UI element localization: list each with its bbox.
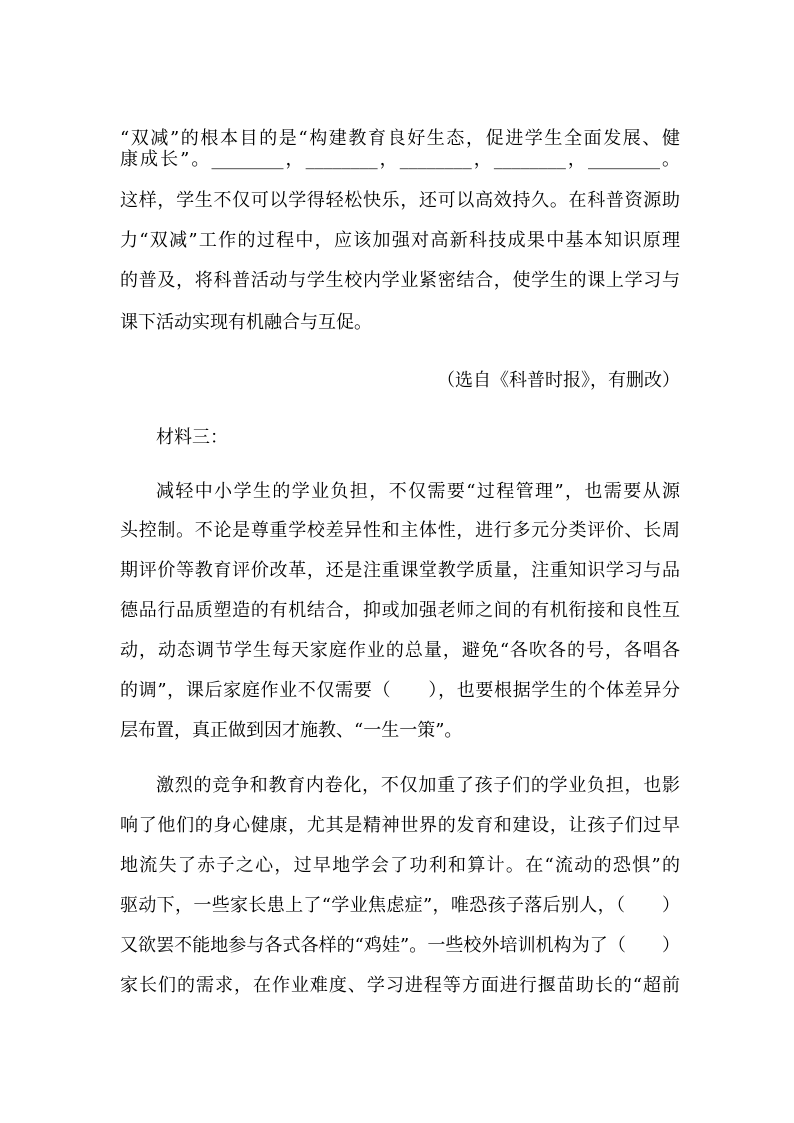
text-line: “双减”的根本目的是“构建教育良好生态，促进学生全面发展、健 [120,128,680,149]
source-citation: （选自《科普时报》，有删改） [437,370,680,391]
text-line: 康成长”。________，________，________，________，________。 [120,149,680,170]
text-line: 这样，学生不仅可以学得轻松快乐，还可以高效持久。在科普资源助 [120,190,680,211]
text-line: 德品行品质塑造的有机结合，抑或加强老师之间的有机衔接和良性互 [120,600,680,621]
section-heading: 材料三： [156,427,228,448]
text-line: 响了他们的身心健康，尤其是精神世界的发育和建设，让孩子们过早 [120,815,680,836]
text-line: 头控制。不论是尊重学校差异性和主体性，进行多元分类评价、长周 [120,520,680,541]
text-line: 层布置，真正做到因才施教、“一生一策”。 [120,720,463,741]
text-line: 驱动下，一些家长患上了“学业焦虑症”，唯恐孩子落后别人，（ ） [120,895,680,916]
text-line: 动，动态调节学生每天家庭作业的总量，避免“各吹各的号，各唱各 [120,640,680,661]
text-line: 减轻中小学生的学业负担，不仅需要“过程管理”，也需要从源 [156,481,680,502]
text-line: 课下活动实现有机融合与互促。 [120,312,372,333]
text-line: 期评价等教育评价改革，还是注重课堂教学质量，注重知识学习与品 [120,560,680,581]
text-line: 力“双减”工作的过程中，应该加强对高新科技成果中基本知识原理 [120,230,680,251]
text-line: 激烈的竞争和教育内卷化，不仅加重了孩子们的学业负担，也影 [156,775,680,796]
text-line: 的普及，将科普活动与学生校内学业紧密结合，使学生的课上学习与 [120,270,680,291]
text-line: 地流失了赤子之心，过早地学会了功利和算计。在“流动的恐惧”的 [120,855,680,876]
text-line: 的调”，课后家庭作业不仅需要（ ），也要根据学生的个体差异分 [120,680,680,701]
text-line: 又欲罢不能地参与各式各样的“鸡娃”。一些校外培训机构为了（ ） [120,935,680,956]
text-line: 家长们的需求，在作业难度、学习进程等方面进行揠苗助长的“超前 [120,975,680,996]
